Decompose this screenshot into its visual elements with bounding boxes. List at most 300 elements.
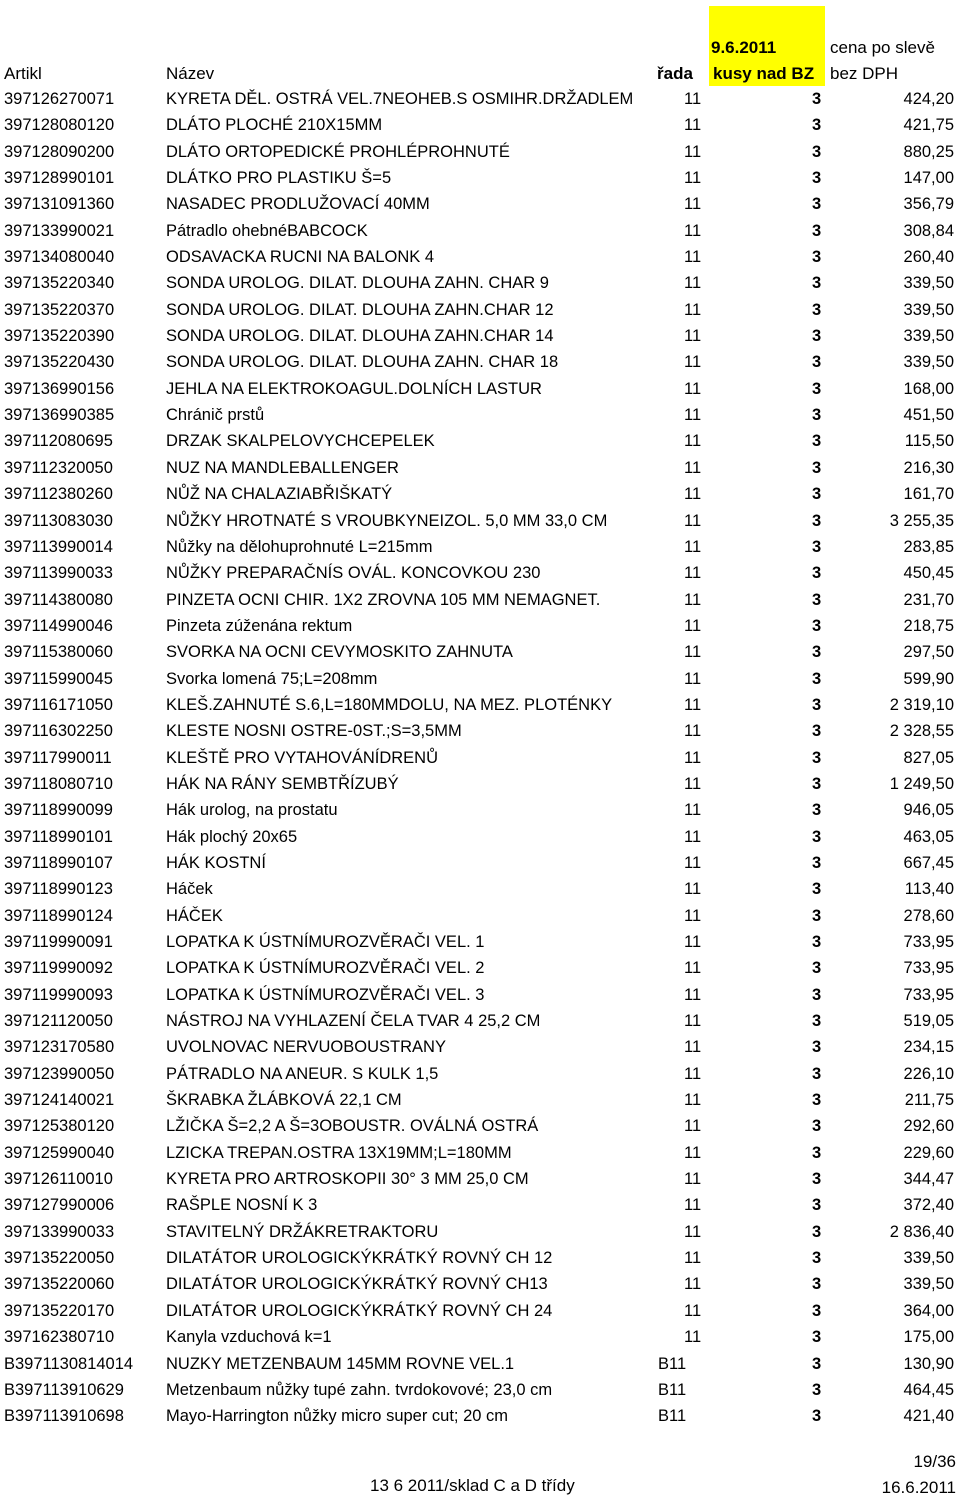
article-cell: 397133990033 <box>4 1222 115 1241</box>
article-cell: 397128090200 <box>4 142 115 161</box>
qty-cell: 3 <box>812 959 822 978</box>
rada-cell: B11 <box>658 1407 687 1426</box>
table-row <box>0 720 960 746</box>
qty-cell: 3 <box>812 722 822 741</box>
article-cell: 397114990046 <box>4 616 113 635</box>
table-row <box>0 1168 960 1194</box>
rada-cell: 11 <box>684 379 702 398</box>
name-cell: DILATÁTOR UROLOGICKÝKRÁTKÝ ROVNÝ CH13 <box>166 1275 548 1294</box>
table-row <box>0 984 960 1010</box>
article-cell: 397119990093 <box>4 985 113 1004</box>
table-row <box>0 114 960 140</box>
price-cell: 3 255,35 <box>889 511 954 530</box>
table-row <box>0 694 960 720</box>
rada-cell: 11 <box>684 169 702 188</box>
name-cell: Háček <box>166 880 213 899</box>
name-cell: HÁČEK <box>166 906 223 925</box>
name-cell: RAŠPLE NOSNÍ K 3 <box>166 1196 318 1215</box>
article-cell: 397128080120 <box>4 116 115 135</box>
name-cell: DILATÁTOR UROLOGICKÝKRÁTKÝ ROVNÝ CH 12 <box>166 1249 553 1268</box>
header-qty: kusy nad BZ <box>713 64 815 83</box>
price-cell: 308,84 <box>903 221 954 240</box>
price-cell: 880,25 <box>903 142 954 161</box>
rada-cell: 11 <box>684 933 702 951</box>
table-row <box>0 430 960 456</box>
table-row <box>0 1247 960 1273</box>
name-cell: SVORKA NA OCNI CEVYMOSKITO ZAHNUTA <box>166 643 513 662</box>
header-rada: řada <box>657 64 693 83</box>
article-cell: 397118990099 <box>4 801 113 820</box>
rada-cell: 11 <box>684 774 702 793</box>
qty-cell: 3 <box>812 933 822 951</box>
name-cell: LŽIČKA Š=2,2 A Š=3OBOUSTR. OVÁLNÁ OSTRÁ <box>166 1117 539 1136</box>
qty-cell: 3 <box>812 1301 822 1320</box>
price-cell: 292,60 <box>903 1117 954 1136</box>
price-cell: 827,05 <box>903 748 954 767</box>
name-cell: NUZKY METZENBAUM 145MM ROVNE VEL.1 <box>166 1354 515 1373</box>
table-row <box>0 1379 960 1405</box>
name-cell: Chránič prstů <box>166 406 265 425</box>
price-cell: 175,00 <box>903 1328 954 1347</box>
article-cell: 397131091360 <box>4 195 115 214</box>
price-cell: 2 319,10 <box>889 695 954 714</box>
article-cell: 397115380060 <box>4 643 113 662</box>
name-cell: Hák urolog, na prostatu <box>166 801 338 820</box>
rada-cell: 11 <box>684 1275 702 1294</box>
rada-cell: B11 <box>658 1380 687 1399</box>
table-row <box>0 325 960 351</box>
price-cell: 115,50 <box>904 432 954 451</box>
table-row <box>0 378 960 404</box>
table-row <box>0 351 960 377</box>
table-row <box>0 1300 960 1326</box>
article-cell: 397113990033 <box>4 564 113 583</box>
header-price-line1: cena po slevě <box>830 38 935 57</box>
qty-cell: 3 <box>812 248 822 267</box>
article-cell: 397113990014 <box>4 537 113 556</box>
table-row <box>0 193 960 219</box>
rada-cell: 11 <box>684 116 702 135</box>
qty-cell: 3 <box>812 511 822 530</box>
qty-cell: 3 <box>812 774 822 793</box>
table-row <box>0 404 960 430</box>
qty-cell: 3 <box>812 853 822 872</box>
table-row <box>0 799 960 825</box>
rada-cell: 11 <box>684 1091 702 1110</box>
article-cell: 397116302250 <box>4 722 113 741</box>
table-row <box>0 615 960 641</box>
name-cell: Mayo-Harrington nůžky micro super cut; 20 cm <box>166 1407 509 1426</box>
name-cell: PINZETA OCNI CHIR. 1X2 ZROVNA 105 MM NEMAGNET. <box>166 590 601 609</box>
price-cell: 424,20 <box>903 90 954 108</box>
name-cell: DILATÁTOR UROLOGICKÝKRÁTKÝ ROVNÝ CH 24 <box>166 1301 553 1320</box>
article-cell: 397125990040 <box>4 1143 115 1162</box>
article-cell: 397162380710 <box>4 1328 115 1347</box>
article-cell: 397118990101 <box>4 827 113 846</box>
qty-cell: 3 <box>812 880 822 899</box>
article-cell: B397113910698 <box>4 1407 124 1426</box>
price-cell: 733,95 <box>903 959 954 978</box>
name-cell: HÁK NA RÁNY SEMBTŘÍZUBÝ <box>166 774 399 793</box>
qty-cell: 3 <box>812 1117 822 1136</box>
price-cell: 364,00 <box>903 1301 954 1320</box>
article-cell: 397113083030 <box>4 511 113 530</box>
table-row <box>0 1115 960 1141</box>
table-row <box>0 510 960 536</box>
table-row <box>0 1194 960 1220</box>
name-cell: HÁK KOSTNÍ <box>166 853 266 872</box>
rada-cell: 11 <box>684 274 702 293</box>
price-cell: 226,10 <box>903 1064 954 1083</box>
qty-cell: 3 <box>812 1354 822 1373</box>
article-cell: 397136990385 <box>4 406 115 425</box>
page-number: 19/36 <box>913 1452 956 1471</box>
table-row <box>0 878 960 904</box>
price-cell: 130,90 <box>903 1354 954 1373</box>
article-cell: 397135220370 <box>4 300 115 319</box>
qty-cell: 3 <box>812 590 822 609</box>
qty-cell: 3 <box>812 169 822 188</box>
article-cell: 397134080040 <box>4 248 115 267</box>
price-cell: 667,45 <box>903 853 954 872</box>
price-cell: 421,75 <box>903 116 954 135</box>
article-cell: 397135220170 <box>4 1301 115 1320</box>
article-cell: 397112080695 <box>4 432 113 451</box>
table-row <box>0 641 960 667</box>
rada-cell: 11 <box>684 1222 702 1241</box>
name-cell: KLEŠ.ZAHNUTÉ S.6,L=180MMDOLU, NA MEZ. PLOTÉNKY <box>166 695 613 714</box>
qty-cell: 3 <box>812 353 822 372</box>
rada-cell: 11 <box>684 1328 702 1347</box>
name-cell: SONDA UROLOG. DILAT. DLOUHA ZAHN. CHAR 9 <box>166 274 549 293</box>
footer-center-text: 13 6 2011/sklad C a D třídy <box>370 1476 575 1495</box>
price-cell: 599,90 <box>903 669 954 688</box>
rada-cell: 11 <box>684 564 702 583</box>
price-cell: 211,75 <box>904 1091 954 1110</box>
price-cell: 297,50 <box>903 643 954 662</box>
qty-cell: 3 <box>812 485 822 504</box>
price-cell: 161,70 <box>903 485 954 504</box>
qty-cell: 3 <box>812 564 822 583</box>
article-cell: 397112320050 <box>4 458 113 477</box>
price-cell: 421,40 <box>903 1407 954 1426</box>
price-cell: 2 328,55 <box>889 722 954 741</box>
rada-cell: 11 <box>684 300 702 319</box>
article-cell: 397118990124 <box>4 906 113 925</box>
rada-cell: B11 <box>658 1354 687 1373</box>
rada-cell: 11 <box>684 406 702 425</box>
article-cell: 397123170580 <box>4 1038 115 1057</box>
rada-cell: 11 <box>684 1012 702 1031</box>
price-cell: 283,85 <box>903 537 954 556</box>
table-row <box>0 1273 960 1299</box>
price-cell: 218,75 <box>903 616 954 635</box>
name-cell: ODSAVACKA RUCNI NA BALONK 4 <box>166 248 435 267</box>
table-row <box>0 167 960 193</box>
price-cell: 234,15 <box>903 1038 954 1057</box>
price-cell: 372,40 <box>903 1196 954 1215</box>
article-cell: 397126110010 <box>4 1170 113 1189</box>
qty-cell: 3 <box>812 1328 822 1347</box>
rada-cell: 11 <box>684 353 702 372</box>
table-row <box>0 1010 960 1036</box>
table-row <box>0 826 960 852</box>
table-row <box>0 1405 960 1431</box>
table-row <box>0 272 960 298</box>
table-row <box>0 668 960 694</box>
price-cell: 339,50 <box>903 1249 954 1268</box>
name-cell: KLEŠTĚ PRO VYTAHOVÁNÍDRENŮ <box>166 748 439 767</box>
rada-cell: 11 <box>684 90 702 108</box>
name-cell: Pátradlo ohebnéBABCOCK <box>166 221 368 240</box>
name-cell: NASADEC PRODLUŽOVACÍ 40MM <box>166 195 430 214</box>
price-cell: 519,05 <box>903 1012 954 1031</box>
price-cell: 168,00 <box>903 379 954 398</box>
rada-cell: 11 <box>684 853 702 872</box>
price-cell: 2 836,40 <box>889 1222 954 1241</box>
name-cell: Nůžky na dělohuprohnuté L=215mm <box>166 537 433 556</box>
qty-cell: 3 <box>812 695 822 714</box>
name-cell: LOPATKA K ÚSTNÍMUROZVĚRAČI VEL. 1 <box>166 933 485 951</box>
article-cell: 397124140021 <box>4 1091 115 1110</box>
qty-cell: 3 <box>812 142 822 161</box>
qty-cell: 3 <box>812 669 822 688</box>
rada-cell: 11 <box>684 1301 702 1320</box>
rada-cell: 11 <box>684 221 702 240</box>
article-cell: 397136990156 <box>4 379 115 398</box>
name-cell: SONDA UROLOG. DILAT. DLOUHA ZAHN.CHAR 12 <box>166 300 554 319</box>
table-row <box>0 747 960 773</box>
qty-cell: 3 <box>812 1064 822 1083</box>
table-row <box>0 773 960 799</box>
article-cell: 397119990091 <box>4 933 113 951</box>
rada-cell: 11 <box>684 537 702 556</box>
rada-cell: 11 <box>684 1117 702 1136</box>
rada-cell: 11 <box>684 590 702 609</box>
qty-cell: 3 <box>812 1249 822 1268</box>
name-cell: DLÁTKO PRO PLASTIKU Š=5 <box>166 169 392 188</box>
qty-cell: 3 <box>812 1012 822 1031</box>
qty-cell: 3 <box>812 643 822 662</box>
price-cell: 229,60 <box>903 1143 954 1162</box>
rada-cell: 11 <box>684 1249 702 1268</box>
qty-cell: 3 <box>812 906 822 925</box>
table-row <box>0 299 960 325</box>
qty-cell: 3 <box>812 616 822 635</box>
article-cell: 397127990006 <box>4 1196 115 1215</box>
qty-cell: 3 <box>812 406 822 425</box>
qty-cell: 3 <box>812 90 822 108</box>
qty-cell: 3 <box>812 1038 822 1057</box>
article-cell: 397121120050 <box>4 1012 113 1031</box>
rada-cell: 11 <box>684 327 702 346</box>
price-cell: 147,00 <box>903 169 954 188</box>
name-cell: LOPATKA K ÚSTNÍMUROZVĚRAČI VEL. 2 <box>166 959 485 978</box>
rada-cell: 11 <box>684 748 702 767</box>
name-cell: Svorka lomená 75;L=208mm <box>166 669 378 688</box>
price-cell: 278,60 <box>903 906 954 925</box>
article-cell: 397118990123 <box>4 880 113 899</box>
table-row <box>0 246 960 272</box>
name-cell: LZICKA TREPAN.OSTRA 13X19MM;L=180MM <box>166 1143 512 1162</box>
rada-cell: 11 <box>684 1143 702 1162</box>
table-row <box>0 1221 960 1247</box>
name-cell: Pinzeta zúženána rektum <box>166 616 353 635</box>
qty-cell: 3 <box>812 274 822 293</box>
qty-cell: 3 <box>812 1170 822 1189</box>
price-cell: 339,50 <box>903 1275 954 1294</box>
table-row <box>0 1063 960 1089</box>
product-table <box>0 88 960 1432</box>
qty-cell: 3 <box>812 432 822 451</box>
rada-cell: 11 <box>684 142 702 161</box>
qty-cell: 3 <box>812 801 822 820</box>
name-cell: Metzenbaum nůžky tupé zahn. tvrdokovové; 23,0 cm <box>166 1380 553 1399</box>
article-cell: 397135220430 <box>4 353 115 372</box>
header-article: Artikl <box>4 64 42 83</box>
price-cell: 339,50 <box>903 300 954 319</box>
price-cell: 451,50 <box>903 406 954 425</box>
qty-cell: 3 <box>812 748 822 767</box>
table-row <box>0 957 960 983</box>
name-cell: NŮŽKY HROTNATÉ S VROUBKYNEIZOL. 5,0 MM 33,0 CM <box>166 511 608 530</box>
price-cell: 356,79 <box>903 195 954 214</box>
article-cell: 397135220060 <box>4 1275 115 1294</box>
rada-cell: 11 <box>684 695 702 714</box>
article-cell: B397113910629 <box>4 1380 124 1399</box>
qty-cell: 3 <box>812 379 822 398</box>
qty-cell: 3 <box>812 1091 822 1110</box>
table-row <box>0 852 960 878</box>
rada-cell: 11 <box>684 959 702 978</box>
rada-cell: 11 <box>684 195 702 214</box>
table-row <box>0 141 960 167</box>
price-cell: 344,47 <box>903 1170 954 1189</box>
rada-cell: 11 <box>684 880 702 899</box>
price-cell: 339,50 <box>903 353 954 372</box>
qty-cell: 3 <box>812 300 822 319</box>
name-cell: JEHLA NA ELEKTROKOAGUL.DOLNÍCH LASTUR <box>166 379 542 398</box>
article-cell: 397128990101 <box>4 169 115 188</box>
rada-cell: 11 <box>684 1064 702 1083</box>
table-row <box>0 1326 960 1352</box>
article-cell: 397118990107 <box>4 853 113 872</box>
name-cell: UVOLNOVAC NERVUOBOUSTRANY <box>166 1038 446 1057</box>
article-cell: 397116171050 <box>4 695 113 714</box>
name-cell: DLÁTO PLOCHÉ 210X15MM <box>166 116 383 135</box>
table-row <box>0 220 960 246</box>
article-cell: 397118080710 <box>4 774 113 793</box>
article-cell: 397135220340 <box>4 274 115 293</box>
article-cell: 397123990050 <box>4 1064 115 1083</box>
price-cell: 733,95 <box>903 985 954 1004</box>
qty-cell: 3 <box>812 1196 822 1215</box>
rada-cell: 11 <box>684 722 702 741</box>
name-cell: NUZ NA MANDLEBALLENGER <box>166 458 399 477</box>
table-row <box>0 905 960 931</box>
qty-cell: 3 <box>812 1143 822 1162</box>
price-cell: 946,05 <box>903 801 954 820</box>
price-cell: 1 249,50 <box>889 774 954 793</box>
name-cell: SONDA UROLOG. DILAT. DLOUHA ZAHN. CHAR 18 <box>166 353 559 372</box>
name-cell: DRZAK SKALPELOVYCHCEPELEK <box>166 432 435 451</box>
article-cell: 397135220050 <box>4 1249 115 1268</box>
header-date: 9.6.2011 <box>711 38 777 57</box>
rada-cell: 11 <box>684 458 702 477</box>
rada-cell: 11 <box>684 985 702 1004</box>
qty-cell: 3 <box>812 1380 822 1399</box>
rada-cell: 11 <box>684 1196 702 1215</box>
name-cell: NŮŽKY PREPARAČNÍS OVÁL. KONCOVKOU 230 <box>166 564 541 583</box>
table-row <box>0 589 960 615</box>
header-name: Název <box>166 64 215 83</box>
name-cell: Kanyla vzduchová k=1 <box>166 1328 332 1347</box>
price-cell: 463,05 <box>903 827 954 846</box>
rada-cell: 11 <box>684 801 702 820</box>
price-cell: 339,50 <box>903 274 954 293</box>
article-cell: 397135220390 <box>4 327 115 346</box>
table-row <box>0 536 960 562</box>
qty-cell: 3 <box>812 458 822 477</box>
rada-cell: 11 <box>684 616 702 635</box>
rada-cell: 11 <box>684 485 702 504</box>
price-cell: 216,30 <box>903 458 954 477</box>
qty-cell: 3 <box>812 1275 822 1294</box>
price-cell: 260,40 <box>903 248 954 267</box>
price-cell: 231,70 <box>903 590 954 609</box>
name-cell: ŠKRABKA ŽLÁBKOVÁ 22,1 CM <box>166 1091 402 1110</box>
footer-date: 16.6.2011 <box>881 1478 956 1497</box>
name-cell: STAVITELNÝ DRŽÁKRETRAKTORU <box>166 1222 439 1241</box>
table-row <box>0 483 960 509</box>
article-cell: 397117990011 <box>4 748 112 767</box>
name-cell: NÁSTROJ NA VYHLAZENÍ ČELA TVAR 4 25,2 CM <box>166 1012 541 1031</box>
article-cell: 397114380080 <box>4 590 113 609</box>
table-row <box>0 562 960 588</box>
table-row <box>0 1089 960 1115</box>
article-cell: B3971130814014 <box>4 1354 134 1373</box>
table-row <box>0 1353 960 1379</box>
article-cell: 397133990021 <box>4 221 115 240</box>
header-price-line2: bez DPH <box>830 64 899 83</box>
rada-cell: 11 <box>684 1170 702 1189</box>
article-cell: 397115990045 <box>4 669 113 688</box>
article-cell: 397125380120 <box>4 1117 115 1136</box>
rada-cell: 11 <box>684 906 702 925</box>
price-cell: 339,50 <box>903 327 954 346</box>
price-cell: 464,45 <box>903 1380 954 1399</box>
qty-cell: 3 <box>812 1407 822 1426</box>
table-row <box>0 931 960 957</box>
name-cell: Hák plochý 20x65 <box>166 827 298 846</box>
name-cell: KLESTE NOSNI OSTRE-0ST.;S=3,5MM <box>166 722 462 741</box>
rada-cell: 11 <box>684 248 702 267</box>
rada-cell: 11 <box>684 643 702 662</box>
rada-cell: 11 <box>684 432 702 451</box>
qty-cell: 3 <box>812 195 822 214</box>
table-row <box>0 457 960 483</box>
name-cell: NŮŽ NA CHALAZIABŘIŠKATÝ <box>166 485 393 504</box>
name-cell: PÁTRADLO NA ANEUR. S KULK 1,5 <box>166 1064 439 1083</box>
rada-cell: 11 <box>684 1038 702 1057</box>
qty-cell: 3 <box>812 327 822 346</box>
rada-cell: 11 <box>684 827 702 846</box>
qty-cell: 3 <box>812 827 822 846</box>
name-cell: KYRETA DĚL. OSTRÁ VEL.7NEOHEB.S OSMIHR.DRŽADLEM <box>166 90 634 108</box>
article-cell: 397119990092 <box>4 959 113 978</box>
table-row <box>0 1142 960 1168</box>
price-cell: 733,95 <box>903 933 954 951</box>
